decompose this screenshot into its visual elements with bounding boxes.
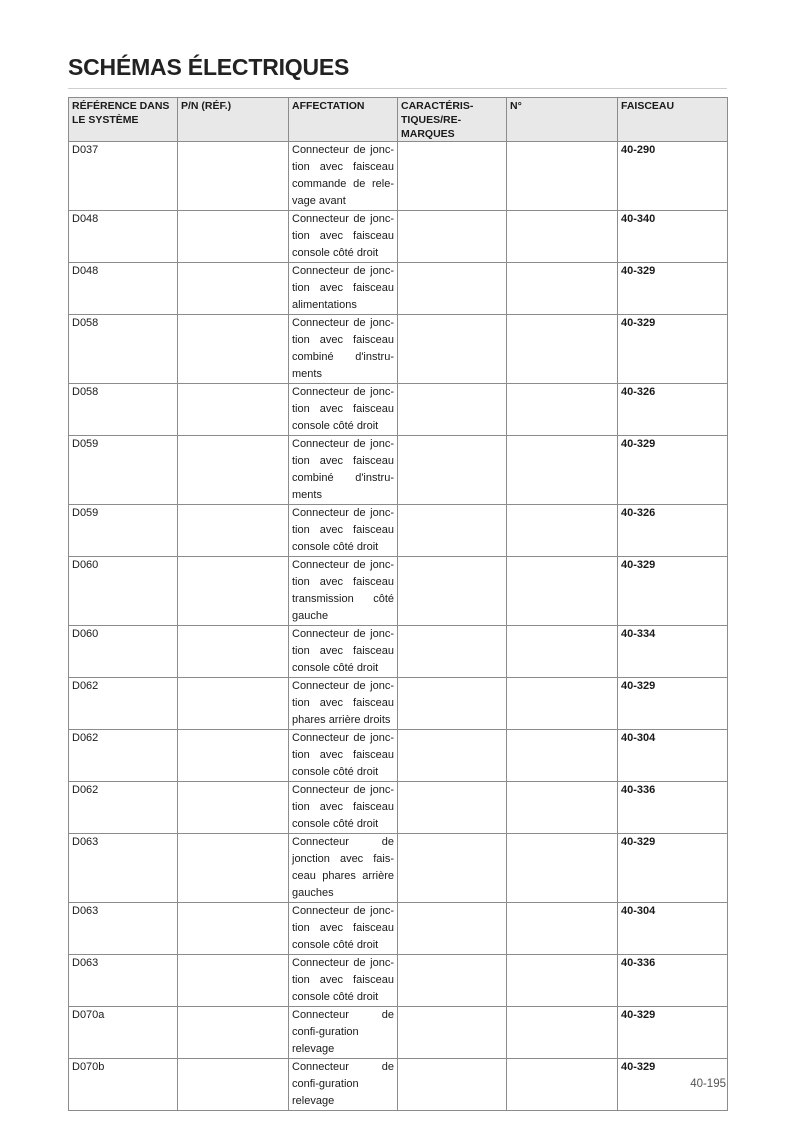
cell-reference: D048 bbox=[69, 211, 178, 263]
cell-reference: D058 bbox=[69, 384, 178, 436]
cell-harness: 40-334 bbox=[618, 626, 728, 678]
cell-harness: 40-304 bbox=[618, 903, 728, 955]
cell-number bbox=[507, 678, 618, 730]
page-number: 40-195 bbox=[690, 1078, 726, 1090]
cell-harness: 40-329 bbox=[618, 315, 728, 384]
cell-part-number bbox=[178, 1059, 289, 1111]
table-row bbox=[69, 557, 728, 626]
cell-remarks bbox=[398, 263, 507, 315]
cell-reference: D059 bbox=[69, 436, 178, 505]
cell-number bbox=[507, 834, 618, 903]
cell-affectation: Connecteur de jonc-tion avec faisceau combiné d'instru-ments bbox=[289, 436, 398, 505]
cell-harness: 40-336 bbox=[618, 955, 728, 1007]
table-row bbox=[69, 384, 728, 436]
cell-remarks bbox=[398, 1059, 507, 1111]
cell-harness: 40-329 bbox=[618, 436, 728, 505]
cell-reference: D062 bbox=[69, 730, 178, 782]
table-row bbox=[69, 211, 728, 263]
cell-remarks bbox=[398, 384, 507, 436]
cell-number bbox=[507, 955, 618, 1007]
cell-remarks bbox=[398, 315, 507, 384]
title-divider bbox=[68, 88, 727, 89]
cell-reference: D070a bbox=[69, 1007, 178, 1059]
cell-number bbox=[507, 315, 618, 384]
connector-table bbox=[68, 97, 728, 1111]
cell-number bbox=[507, 557, 618, 626]
cell-remarks bbox=[398, 142, 507, 211]
cell-harness: 40-329 bbox=[618, 1059, 728, 1111]
cell-reference: D062 bbox=[69, 678, 178, 730]
cell-part-number bbox=[178, 730, 289, 782]
column-header-affectation: AFFECTATION bbox=[289, 98, 398, 142]
cell-affectation: Connecteur de jonc-tion avec faisceau console côté droit bbox=[289, 955, 398, 1007]
table-row bbox=[69, 142, 728, 211]
cell-affectation: Connecteur de jonc-tion avec faisceau commande de rele-vage avant bbox=[289, 142, 398, 211]
cell-part-number bbox=[178, 315, 289, 384]
cell-number bbox=[507, 436, 618, 505]
cell-remarks bbox=[398, 626, 507, 678]
cell-harness: 40-329 bbox=[618, 557, 728, 626]
table-row bbox=[69, 782, 728, 834]
cell-affectation: Connecteur de jonc-tion avec faisceau alimentations bbox=[289, 263, 398, 315]
table-row bbox=[69, 834, 728, 903]
cell-harness: 40-336 bbox=[618, 782, 728, 834]
cell-number bbox=[507, 1059, 618, 1111]
cell-harness: 40-326 bbox=[618, 505, 728, 557]
cell-remarks bbox=[398, 678, 507, 730]
cell-reference: D063 bbox=[69, 834, 178, 903]
cell-part-number bbox=[178, 384, 289, 436]
cell-reference: D063 bbox=[69, 903, 178, 955]
table-row bbox=[69, 678, 728, 730]
cell-remarks bbox=[398, 505, 507, 557]
cell-part-number bbox=[178, 903, 289, 955]
table-row bbox=[69, 626, 728, 678]
cell-affectation: Connecteur de jonc-tion avec faisceau transmission côté gauche bbox=[289, 557, 398, 626]
cell-affectation: Connecteur de confi-guration relevage bbox=[289, 1059, 398, 1111]
cell-remarks bbox=[398, 436, 507, 505]
cell-reference: D063 bbox=[69, 955, 178, 1007]
cell-part-number bbox=[178, 436, 289, 505]
cell-harness: 40-340 bbox=[618, 211, 728, 263]
cell-reference: D060 bbox=[69, 557, 178, 626]
column-header-harness: FAISCEAU bbox=[618, 98, 728, 142]
table-row bbox=[69, 1007, 728, 1059]
cell-remarks bbox=[398, 834, 507, 903]
cell-number bbox=[507, 263, 618, 315]
cell-remarks bbox=[398, 1007, 507, 1059]
cell-harness: 40-329 bbox=[618, 1007, 728, 1059]
column-header-remarks: CARACTÉRIS-TIQUES/RE-MARQUES bbox=[398, 98, 507, 142]
cell-affectation: Connecteur de confi-guration relevage bbox=[289, 1007, 398, 1059]
cell-affectation: Connecteur de jonc-tion avec faisceau console côté droit bbox=[289, 782, 398, 834]
cell-part-number bbox=[178, 626, 289, 678]
cell-harness: 40-329 bbox=[618, 263, 728, 315]
cell-part-number bbox=[178, 678, 289, 730]
cell-number bbox=[507, 384, 618, 436]
cell-part-number bbox=[178, 955, 289, 1007]
cell-affectation: Connecteur de jonc-tion avec faisceau console côté droit bbox=[289, 626, 398, 678]
cell-remarks bbox=[398, 782, 507, 834]
cell-number bbox=[507, 211, 618, 263]
cell-part-number bbox=[178, 834, 289, 903]
cell-remarks bbox=[398, 903, 507, 955]
cell-affectation: Connecteur de jonc-tion avec faisceau console côté droit bbox=[289, 505, 398, 557]
cell-remarks bbox=[398, 557, 507, 626]
column-header-number: N° bbox=[507, 98, 618, 142]
cell-reference: D037 bbox=[69, 142, 178, 211]
cell-remarks bbox=[398, 211, 507, 263]
cell-affectation: Connecteur de jonc-tion avec faisceau console côté droit bbox=[289, 384, 398, 436]
cell-affectation: Connecteur de jonc-tion avec faisceau console côté droit bbox=[289, 730, 398, 782]
table-row bbox=[69, 955, 728, 1007]
cell-reference: D060 bbox=[69, 626, 178, 678]
cell-part-number bbox=[178, 142, 289, 211]
table-row bbox=[69, 730, 728, 782]
cell-harness: 40-329 bbox=[618, 678, 728, 730]
cell-remarks bbox=[398, 955, 507, 1007]
column-header-reference: RÉFÉRENCE DANS LE SYSTÈME bbox=[69, 98, 178, 142]
table-row bbox=[69, 315, 728, 384]
page-title: SCHÉMAS ÉLECTRIQUES bbox=[68, 54, 350, 80]
cell-number bbox=[507, 1007, 618, 1059]
cell-part-number bbox=[178, 263, 289, 315]
cell-remarks bbox=[398, 730, 507, 782]
cell-number bbox=[507, 626, 618, 678]
cell-affectation: Connecteur de jonction avec fais-ceau phares arrière gauches bbox=[289, 834, 398, 903]
cell-affectation: Connecteur de jonc-tion avec faisceau console côté droit bbox=[289, 211, 398, 263]
table-header-row bbox=[69, 98, 728, 142]
cell-harness: 40-304 bbox=[618, 730, 728, 782]
cell-part-number bbox=[178, 782, 289, 834]
cell-affectation: Connecteur de jonc-tion avec faisceau console côté droit bbox=[289, 903, 398, 955]
table-row bbox=[69, 903, 728, 955]
cell-part-number bbox=[178, 505, 289, 557]
cell-number bbox=[507, 730, 618, 782]
cell-reference: D062 bbox=[69, 782, 178, 834]
cell-part-number bbox=[178, 211, 289, 263]
cell-affectation: Connecteur de jonc-tion avec faisceau combiné d'instru-ments bbox=[289, 315, 398, 384]
cell-part-number bbox=[178, 1007, 289, 1059]
cell-harness: 40-290 bbox=[618, 142, 728, 211]
cell-affectation: Connecteur de jonc-tion avec faisceau phares arrière droits bbox=[289, 678, 398, 730]
cell-harness: 40-326 bbox=[618, 384, 728, 436]
cell-number bbox=[507, 142, 618, 211]
table-row bbox=[69, 436, 728, 505]
table-row bbox=[69, 1059, 728, 1111]
cell-reference: D059 bbox=[69, 505, 178, 557]
table-row bbox=[69, 263, 728, 315]
cell-reference: D048 bbox=[69, 263, 178, 315]
cell-number bbox=[507, 903, 618, 955]
column-header-part-number: P/N (RÉF.) bbox=[178, 98, 289, 142]
cell-reference: D058 bbox=[69, 315, 178, 384]
cell-part-number bbox=[178, 557, 289, 626]
cell-number bbox=[507, 782, 618, 834]
cell-number bbox=[507, 505, 618, 557]
table-row bbox=[69, 505, 728, 557]
cell-harness: 40-329 bbox=[618, 834, 728, 903]
cell-reference: D070b bbox=[69, 1059, 178, 1111]
